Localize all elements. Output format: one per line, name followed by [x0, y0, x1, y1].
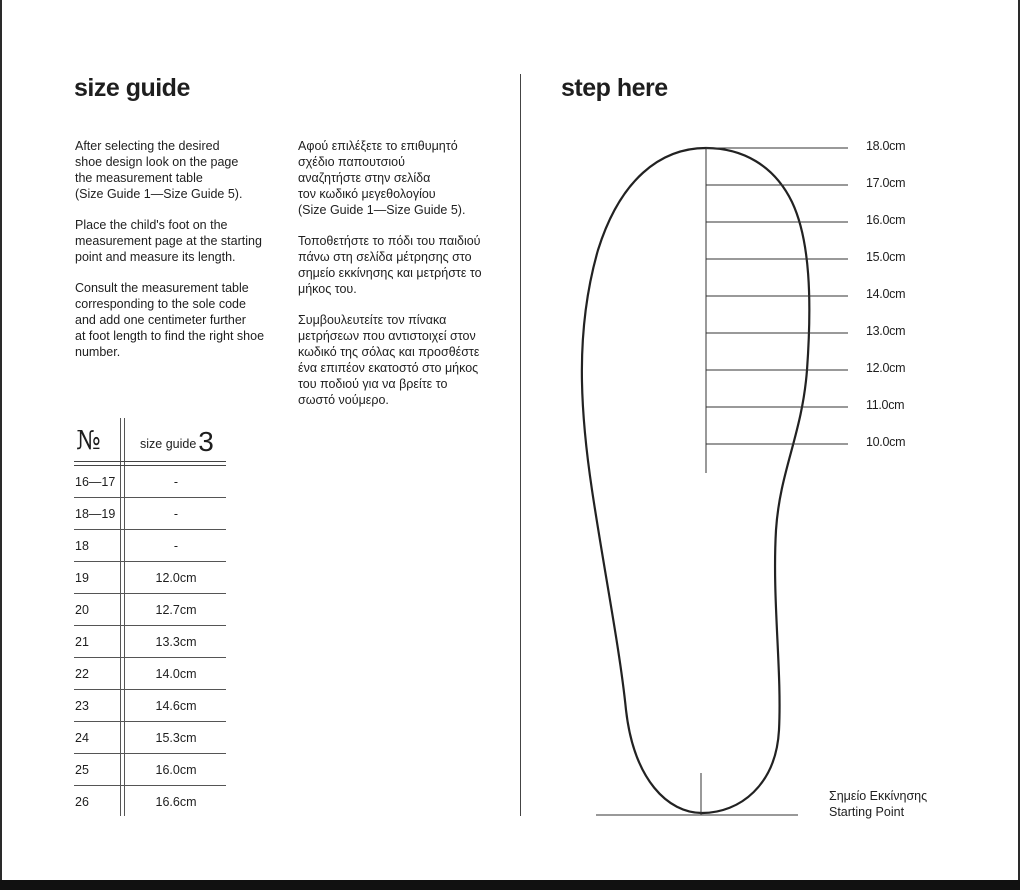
- row-length: 14.6cm: [155, 699, 197, 713]
- instructions-gr-1: Αφού επιλέξετε το επιθυμητό σχέδιο παπουτσιού αναζητήστε στην σελίδα τον κωδικό μεγεθολογίου (Size Guide 1—Size Guide 5).: [298, 139, 466, 217]
- table-row: [74, 722, 226, 754]
- size-table-body: [74, 466, 226, 818]
- table-row: [74, 466, 226, 498]
- header-size-guide: [140, 426, 214, 458]
- page-border-left: [0, 0, 2, 880]
- mark-label-11: 11.0cm: [866, 398, 905, 412]
- row-length: 16.0cm: [155, 763, 197, 777]
- header-size-guide-number: 3: [198, 426, 214, 457]
- starting-point-gr: Σημείο Εκκίνησης: [829, 789, 928, 803]
- starting-point-label: [829, 788, 927, 820]
- step-here-title: step here: [561, 74, 668, 102]
- starting-point-en: Starting Point: [829, 805, 905, 819]
- row-size: 22: [75, 667, 89, 681]
- mark-label-10: 10.0cm: [866, 435, 906, 449]
- mark-label-13: 13.0cm: [866, 324, 906, 338]
- table-row: [74, 754, 226, 786]
- row-size: 18—19: [75, 507, 116, 521]
- table-header: [74, 418, 226, 462]
- row-size: 23: [75, 699, 89, 713]
- foot-outline-diagram: [580, 130, 860, 830]
- row-length: 14.0cm: [155, 667, 197, 681]
- center-divider: [520, 74, 521, 816]
- mark-label-18: 18.0cm: [866, 139, 906, 153]
- row-length: -: [173, 475, 179, 489]
- table-row: [74, 530, 226, 562]
- table-header-rule: [74, 461, 226, 462]
- instructions-en-3: Consult the measurement table corresponding to the sole code and add one centimeter further at foot length to find the right shoe number.: [75, 281, 265, 359]
- row-size: 18: [75, 539, 89, 553]
- row-size: 24: [75, 731, 89, 745]
- row-size: 20: [75, 603, 89, 617]
- table-row: [74, 594, 226, 626]
- table-row: [74, 498, 226, 530]
- row-size: 26: [75, 795, 89, 809]
- header-number-sign: №: [76, 426, 101, 456]
- row-length: -: [173, 507, 179, 521]
- foot-outline: [582, 148, 809, 813]
- table-row: [74, 658, 226, 690]
- row-size: 25: [75, 763, 89, 777]
- header-size-guide-label: size guide: [140, 437, 197, 451]
- table-row: [74, 562, 226, 594]
- mark-label-12: 12.0cm: [866, 361, 906, 375]
- mark-label-17: 17.0cm: [866, 176, 906, 190]
- mark-label-15: 15.0cm: [866, 250, 906, 264]
- size-guide-title: size guide: [74, 74, 190, 102]
- row-length: 16.6cm: [155, 795, 197, 809]
- row-length: 15.3cm: [155, 731, 197, 745]
- row-size: 19: [75, 571, 89, 585]
- instructions-en-1: After selecting the desired shoe design look on the page the measurement table (Size Guide 1—Size Guide 5).: [75, 139, 243, 201]
- table-row: [74, 786, 226, 818]
- table-row: [74, 690, 226, 722]
- row-size: 16—17: [75, 475, 116, 489]
- instructions-en-2: Place the child's foot on the measurement page at the starting point and measure its length.: [75, 218, 262, 264]
- page-border-bottom: [0, 880, 1020, 890]
- table-row: [74, 626, 226, 658]
- mark-label-14: 14.0cm: [866, 287, 906, 301]
- row-length: 13.3cm: [155, 635, 197, 649]
- row-length: 12.0cm: [155, 571, 197, 585]
- row-size: 21: [75, 635, 89, 649]
- instructions-gr-3: Συμβουλευτείτε τον πίνακα μετρήσεων που αντιστοιχεί στον κωδικό της σόλας και προσθέστε ένα επιπέον εκατοστό στο μήκος του ποδιού για να βρείτε το σωστό νούμερο.: [298, 313, 480, 407]
- instructions-gr-2: Τοποθετήστε το πόδι του παιδιού πάνω στη σελίδα μέτρησης στο σημείο εκκίνησης και μετρήστε το μήκος του.: [298, 234, 482, 296]
- row-length: -: [173, 539, 179, 553]
- mark-label-16: 16.0cm: [866, 213, 906, 227]
- row-length: 12.7cm: [155, 603, 197, 617]
